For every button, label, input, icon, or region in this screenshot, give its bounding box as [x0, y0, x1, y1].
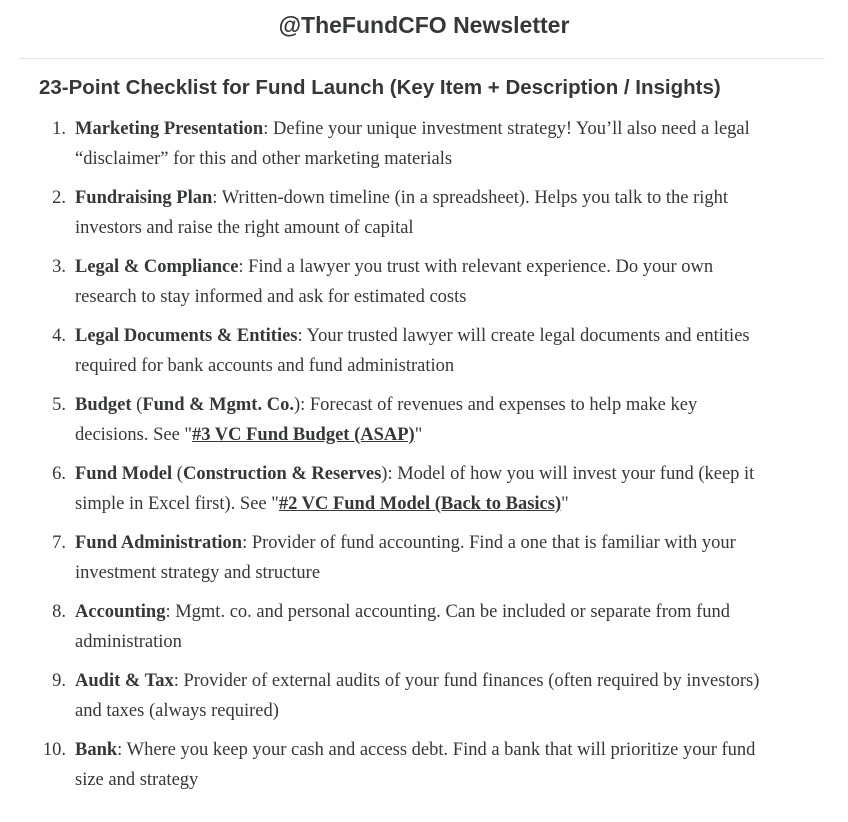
list-item — [0, 114, 848, 183]
item-text — [75, 735, 775, 795]
item-text — [75, 114, 775, 174]
item-desc: : Mgmt. co. and personal accounting. Can be included or separate from fund administration — [75, 602, 731, 652]
list-item — [0, 459, 848, 528]
item-number: 5. — [52, 395, 66, 415]
checklist — [0, 114, 848, 804]
item-desc: : Where you keep your cash and access debt. Find a bank that will prioritize your fund size and strategy — [75, 740, 756, 790]
item-number: 6. — [52, 464, 66, 484]
item-key: Legal Documents & Entities — [75, 326, 298, 346]
item-text — [75, 666, 775, 726]
item-number: 1. — [52, 119, 66, 139]
item-key: Fund Model — [75, 464, 173, 484]
newsletter-title[interactable]: @TheFundCFO Newsletter — [278, 11, 570, 38]
item-key: Accounting — [75, 602, 166, 622]
item-key: Budget — [75, 395, 132, 415]
item-paren-close: ) — [293, 395, 301, 415]
list-item — [0, 252, 848, 321]
item-key: Legal & Compliance — [75, 257, 239, 277]
budget-article-link[interactable]: #3 VC Fund Budget (ASAP) — [192, 425, 415, 445]
item-desc: : Model of how you will invest your fund (keep it simple in Excel first). See " — [75, 464, 755, 514]
item-desc: : Provider of fund accounting. Find a one that is familiar with your investment strategy and structure — [75, 533, 736, 583]
newsletter-header — [0, 0, 848, 50]
item-number: 9. — [52, 671, 66, 691]
header-divider — [19, 58, 825, 59]
item-text — [75, 252, 775, 312]
checklist-heading: 23-Point Checklist for Fund Launch (Key Item + Description / Insights) — [39, 76, 721, 99]
item-paren-open: ( — [131, 395, 143, 415]
item-tail: " — [414, 425, 423, 445]
item-key: Bank — [75, 740, 118, 760]
item-key-extra: Fund & Mgmt. Co. — [142, 395, 294, 415]
item-desc: : Forecast of revenues and expenses to help make key decisions. See " — [75, 395, 698, 445]
list-item — [0, 390, 848, 459]
item-text — [75, 390, 775, 450]
list-item — [0, 321, 848, 390]
item-number: 10. — [42, 740, 66, 760]
list-item — [0, 597, 848, 666]
list-item — [0, 183, 848, 252]
list-item — [0, 528, 848, 597]
item-number: 7. — [52, 533, 66, 553]
item-text — [75, 183, 775, 243]
item-number: 8. — [52, 602, 66, 622]
item-key: Audit & Tax — [75, 671, 174, 691]
item-text — [75, 321, 775, 381]
item-desc: : Written-down timeline (in a spreadsheet). Helps you talk to the right investors and raise the right amount of capital — [75, 188, 729, 238]
list-item — [0, 735, 848, 804]
item-paren-close: ) — [381, 464, 388, 484]
item-paren-open: ( — [172, 464, 183, 484]
item-text — [75, 597, 775, 657]
item-key: Marketing Presentation — [75, 119, 264, 139]
item-desc: : Your trusted lawyer will create legal documents and entities required for bank accounts and fund administration — [75, 326, 750, 376]
fund-model-article-link[interactable]: #2 VC Fund Model (Back to Basics) — [278, 494, 562, 514]
item-number: 3. — [52, 257, 66, 277]
item-tail: " — [561, 494, 569, 514]
item-number: 4. — [52, 326, 66, 346]
item-text — [75, 459, 775, 519]
item-desc: : Define your unique investment strategy! You’ll also need a legal “disclaimer” for this and other marketing materials — [75, 119, 750, 169]
item-key-extra: Construction & Reserves — [182, 464, 382, 484]
item-number: 2. — [52, 188, 66, 208]
item-desc: : Find a lawyer you trust with relevant experience. Do your own research to stay informed and ask for estimated costs — [75, 257, 714, 307]
list-item — [0, 666, 848, 735]
item-text — [75, 528, 775, 588]
item-desc: : Provider of external audits of your fund finances (often required by investors) and taxes (always required) — [75, 671, 760, 721]
item-key: Fundraising Plan — [75, 188, 213, 208]
item-key: Fund Administration — [75, 533, 243, 553]
